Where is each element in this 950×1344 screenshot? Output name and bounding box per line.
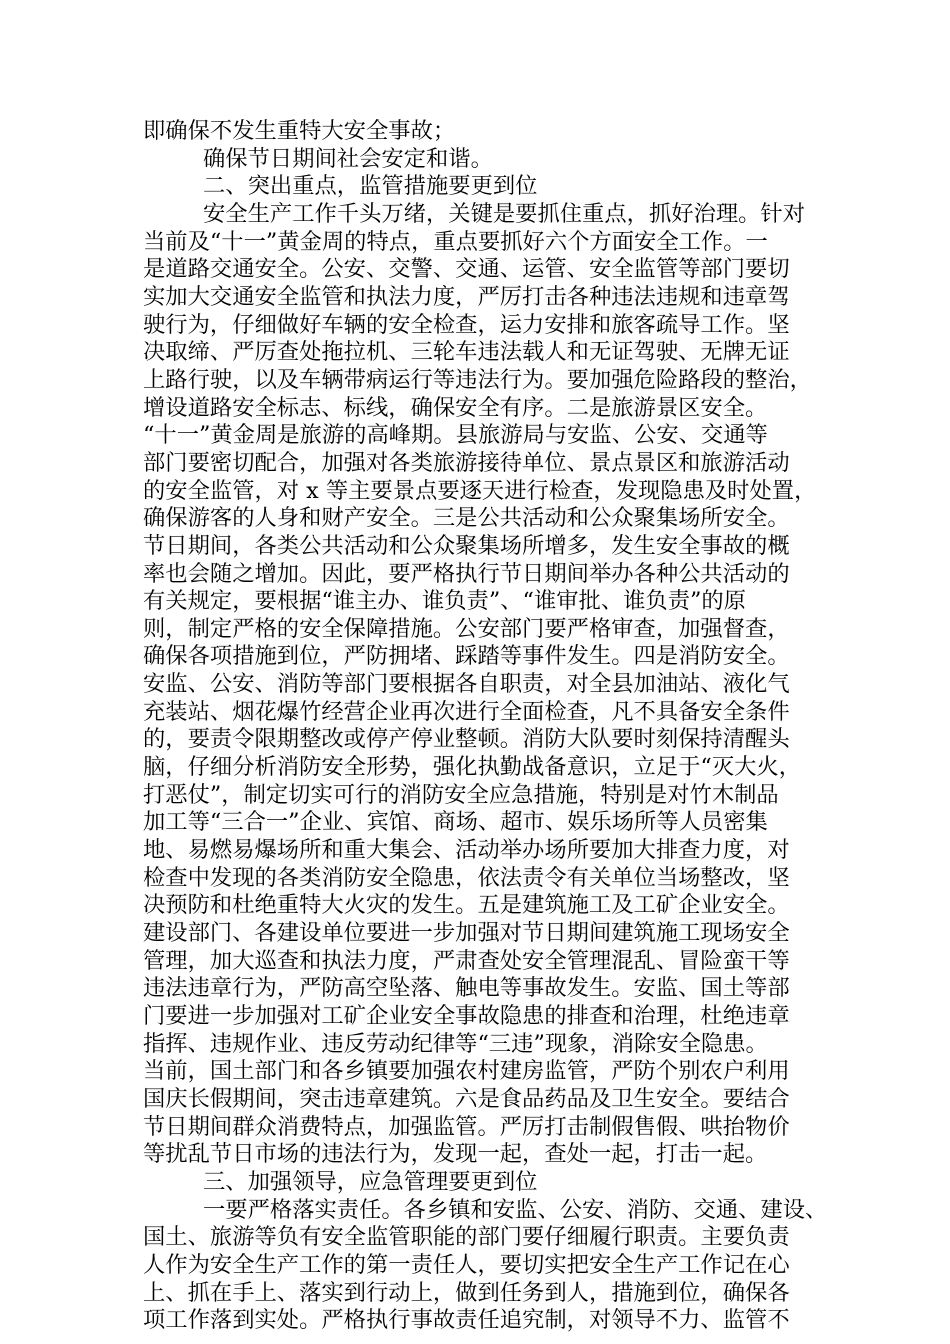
text-line: 安全生产工作千头万绪，关键是要抓住重点，抓好治理。针对 bbox=[203, 200, 806, 227]
text-line: 指挥、违规作业、违反劳动纪律等“三违”现象，消除安全隐患。 bbox=[143, 1030, 768, 1057]
text-line: 当前，国土部门和各乡镇要加强农村建房监管，严防个别农户利用 bbox=[143, 1058, 790, 1085]
text-line: 上路行驶，以及车辆带病运行等违法行为。要加强危险路段的整治， bbox=[143, 366, 812, 393]
text-line: 违法违章行为，严防高空坠落、触电等事故发生。安监、国土等部 bbox=[143, 975, 790, 1002]
text-line: 节日期间群众消费特点，加强监管。严厉打击制假售假、哄抬物价 bbox=[143, 1113, 790, 1140]
text-line: 三、加强领导，应急管理要更到位 bbox=[203, 1168, 538, 1195]
text-line: 二、突出重点，监管措施要更到位 bbox=[203, 173, 538, 200]
text-line: 的安全监管，对 x 等主要景点要逐天进行检查，发现隐患及时处置， bbox=[143, 477, 817, 504]
text-line: “十一”黄金周是旅游的高峰期。县旅游局与安监、公安、交通等 bbox=[143, 422, 768, 449]
text-line: 国庆长假期间，突击违章建筑。六是食品药品及卫生安全。要结合 bbox=[143, 1085, 790, 1112]
text-line: 驶行为，仔细做好车辆的安全检查，运力安排和旅客疏导工作。坚 bbox=[143, 311, 790, 338]
text-line: 决取缔、严厉查处拖拉机、三轮车违法载人和无证驾驶、无牌无证 bbox=[143, 339, 790, 366]
text-line: 部门要密切配合，加强对各类旅游接待单位、景点景区和旅游活动 bbox=[143, 449, 790, 476]
text-line: 上、抓在手上、落实到行动上，做到任务到人，措施到位，确保各 bbox=[143, 1279, 790, 1306]
text-line: 地、易燃易爆场所和重大集会、活动举办场所要加大排查力度，对 bbox=[143, 837, 790, 864]
text-line: 确保节日期间社会安定和谐。 bbox=[203, 145, 493, 172]
text-line: 安监、公安、消防等部门要根据各自职责，对全县加油站、液化气 bbox=[143, 671, 790, 698]
text-line: 充装站、烟花爆竹经营企业再次进行全面检查，凡不具备安全条件 bbox=[143, 698, 790, 725]
text-line: 打恶仗”，制定切实可行的消防安全应急措施，特别是对竹木制品 bbox=[143, 781, 779, 808]
text-line: 实加大交通安全监管和执法力度，严厉打击各种违法违规和违章驾 bbox=[143, 283, 790, 310]
text-line: 项工作落到实处。严格执行事故责任追究制，对领导不力、监管不 bbox=[143, 1307, 790, 1334]
text-line: 检查中发现的各类消防安全隐患，依法责令有关单位当场整改，坚 bbox=[143, 864, 790, 891]
document-body bbox=[143, 118, 833, 1335]
text-line: 当前及“十一”黄金周的特点，重点要抓好六个方面安全工作。一 bbox=[143, 228, 768, 255]
text-line: 即确保不发生重特大安全事故； bbox=[143, 118, 456, 144]
text-line: 则，制定严格的安全保障措施。公安部门要严格审查，加强督查， bbox=[143, 615, 790, 642]
text-line: 一要严格落实责任。各乡镇和安监、公安、消防、交通、建设、 bbox=[203, 1196, 828, 1223]
text-line: 率也会随之增加。因此，要严格执行节日期间举办各种公共活动的 bbox=[143, 560, 790, 587]
text-line: 增设道路安全标志、标线，确保安全有序。二是旅游景区安全。 bbox=[143, 394, 768, 421]
text-line: 加工等“三合一”企业、宾馆、商场、超市、娱乐场所等人员密集 bbox=[143, 809, 768, 836]
text-line: 国土、旅游等负有安全监管职能的部门要仔细履行职责。主要负责 bbox=[143, 1224, 790, 1251]
text-line: 节日期间，各类公共活动和公众聚集场所增多，发生安全事故的概 bbox=[143, 532, 790, 559]
text-line: 确保游客的人身和财产安全。三是公共活动和公众聚集场所安全。 bbox=[143, 505, 790, 532]
text-line: 门要进一步加强对工矿企业安全事故隐患的排查和治理，杜绝违章 bbox=[143, 1003, 790, 1029]
text-line: 等扰乱节日市场的违法行为，发现一起，查处一起，打击一起。 bbox=[143, 1141, 768, 1168]
text-line: 建设部门、各建设单位要进一步加强对节日期间建筑施工现场安全 bbox=[143, 920, 790, 947]
text-line: 决预防和杜绝重特大火灾的发生。五是建筑施工及工矿企业安全。 bbox=[143, 892, 790, 919]
text-line: 是道路交通安全。公安、交警、交通、运管、安全监管等部门要切 bbox=[143, 256, 790, 283]
text-line: 确保各项措施到位，严防拥堵、踩踏等事件发生。四是消防安全。 bbox=[143, 643, 790, 670]
text-line: 脑，仔细分析消防安全形势，强化执勤战备意识，立足于“灭大火， bbox=[143, 754, 802, 781]
text-line: 管理，加大巡查和执法力度，严肃查处安全管理混乱、冒险蛮干等 bbox=[143, 947, 790, 974]
text-line: 有关规定，要根据“谁主办、谁负责”、“谁审批、谁负责”的原 bbox=[143, 588, 747, 615]
text-line: 的，要责令限期整改或停产停业整顿。消防大队要时刻保持清醒头 bbox=[143, 726, 790, 753]
text-line: 人作为安全生产工作的第一责任人，要切实把安全生产工作记在心 bbox=[143, 1251, 790, 1278]
